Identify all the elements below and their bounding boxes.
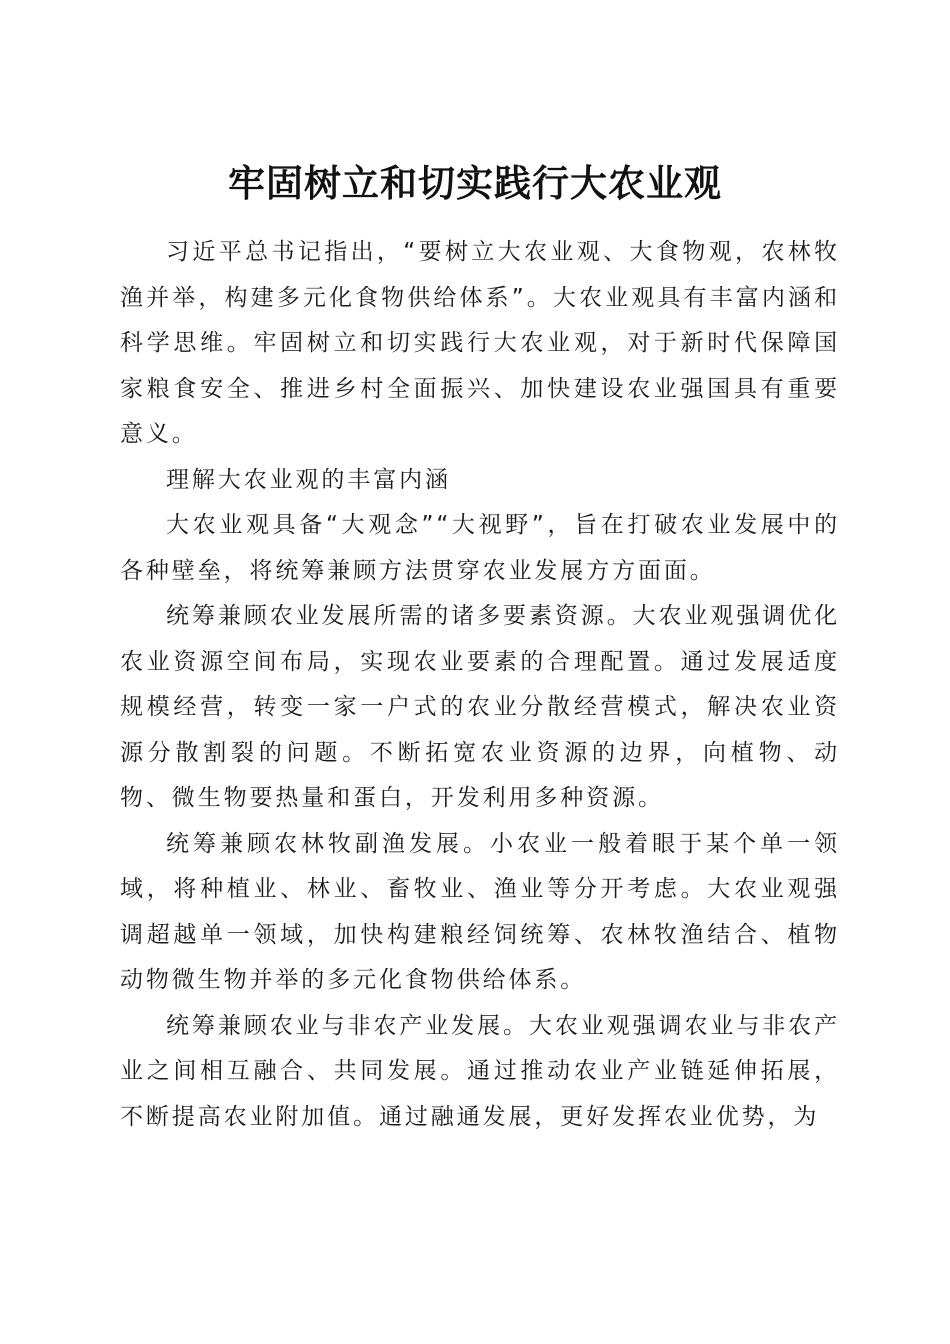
paragraph: 大农业观具备“大观念”“大视野”，旨在打破农业发展中的各种壁垒，将统筹兼顾方法贯穿农业发展方方面面。 — [120, 512, 840, 584]
section-heading: 理解大农业观的丰富内涵 — [166, 466, 451, 493]
paragraph: 统筹兼顾农业发展所需的诸多要素资源。大农业观强调优化农业资源空间布局，实现农业要素的合理配置。通过发展适度规模经营，转变一家一户式的农业分散经营模式，解决农业资源分散割裂的问题。不断拓宽农业资源的边界，向植物、动物、微生物要热量和蛋白，开发利用多种资源。 — [120, 603, 840, 811]
paragraph: 统筹兼顾农林牧副渔发展。小农业一般着眼于某个单一领域，将种植业、林业、畜牧业、渔业等分开考虑。大农业观强调超越单一领域，加快构建粮经饲统筹、农林牧渔结合、植物动物微生物并举的多元化食物供给体系。 — [120, 830, 840, 993]
paragraph: 统筹兼顾农业与非农产业发展。大农业观强调农业与非农产业之间相互融合、共同发展。通过推动农业产业链延伸拓展，不断提高农业附加值。通过融通发展，更好发挥农业优势，为 — [120, 1012, 840, 1130]
article-body — [120, 230, 840, 1140]
paragraph-intro: 习近平总书记指出，“要树立大农业观、大食物观，农林牧渔并举，构建多元化食物供给体系”。大农业观具有丰富内涵和科学思维。牢固树立和切实践行大农业观，对于新时代保障国家粮食安全、推进乡村全面振兴、加快建设农业强国具有重要意义。 — [120, 239, 840, 447]
page-title: 牢固树立和切实践行大农业观 — [228, 160, 722, 205]
